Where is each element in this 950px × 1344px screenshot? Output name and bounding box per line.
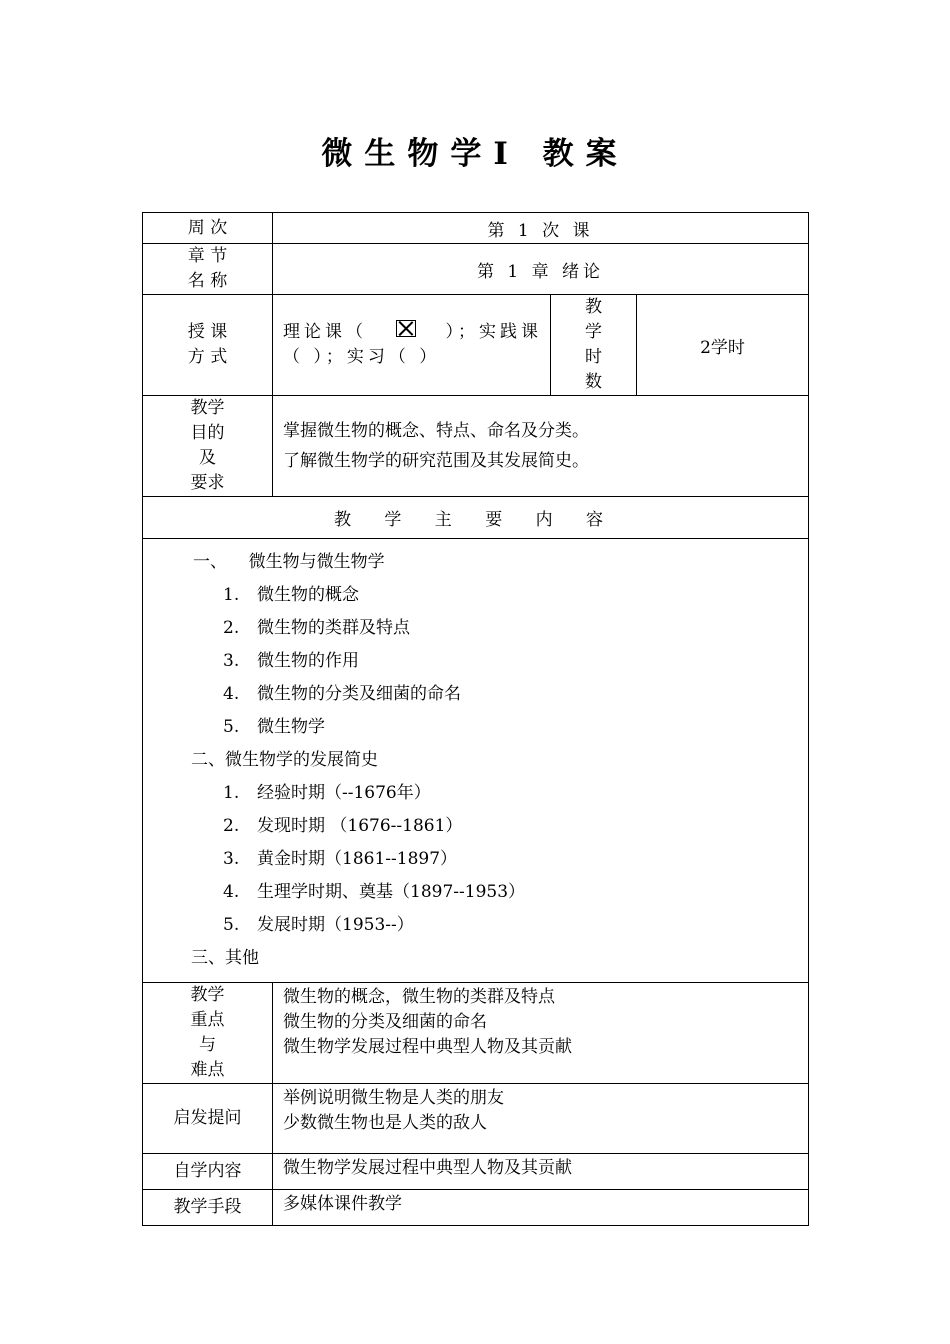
list-item: 4. 微生物的分类及细菌的命名 xyxy=(223,684,461,704)
section-heading: 一、 微生物与微生物学 xyxy=(193,552,385,572)
key-points-text: 微生物的概念，微生物的类群及特点 微生物的分类及细菌的命名 微生物学发展过程中典型人物及其贡献 xyxy=(273,983,809,1084)
row-week xyxy=(143,213,809,244)
chapter-label: 章 节 名 称 xyxy=(143,244,273,295)
list-item: 3. 微生物的作用 xyxy=(223,651,359,671)
goals-label: 教学 目的 及 要求 xyxy=(143,396,273,497)
page-title: 微生物学Ⅰ 教案 xyxy=(321,136,629,172)
key-points-label: 教学 重点 与 难点 xyxy=(143,983,273,1084)
row-methods xyxy=(143,1190,809,1226)
hours-value: 2学时 xyxy=(637,295,809,396)
list-item: 1. 微生物的概念 xyxy=(223,585,359,605)
chapter-value: 第 1 章 绪论 xyxy=(273,244,809,295)
section-heading: 三、其他 xyxy=(191,948,259,968)
list-item: 2. 微生物的类群及特点 xyxy=(223,618,410,638)
week-label: 周 次 xyxy=(143,213,273,244)
mode-options: 理论课（ ）；实践课 （ ）；实习（ ） xyxy=(273,295,551,396)
methods-label: 教学手段 xyxy=(143,1190,273,1226)
hours-label: 教 学 时 数 xyxy=(551,295,637,396)
main-content xyxy=(143,539,809,983)
row-key-points xyxy=(143,983,809,1084)
row-mode xyxy=(143,295,809,396)
row-chapter xyxy=(143,244,809,295)
methods-text: 多媒体课件教学 xyxy=(273,1190,809,1226)
self-study-text: 微生物学发展过程中典型人物及其贡献 xyxy=(273,1154,809,1190)
row-self-study xyxy=(143,1154,809,1190)
week-value: 第 1 次 课 xyxy=(273,213,809,244)
main-content-header: 教 学 主 要 内 容 xyxy=(143,497,809,539)
list-item: 4. 生理学时期、奠基（1897--1953） xyxy=(223,882,526,902)
goals-text: 掌握微生物的概念、特点、命名及分类。 了解微生物学的研究范围及其发展简史。 xyxy=(273,396,809,497)
row-main-header xyxy=(143,497,809,539)
mode-label: 授 课 方 式 xyxy=(143,295,273,396)
self-study-label: 自学内容 xyxy=(143,1154,273,1190)
list-item: 5. 发展时期（1953--） xyxy=(223,915,414,935)
list-item: 2. 发现时期 （1676--1861） xyxy=(223,816,463,836)
lesson-plan-table xyxy=(142,212,809,1226)
row-goals xyxy=(143,396,809,497)
list-item: 1. 经验时期（--1676年） xyxy=(223,783,431,803)
list-item: 3. 黄金时期（1861--1897） xyxy=(223,849,458,869)
questions-label: 启发提问 xyxy=(143,1084,273,1154)
theory-checkbox-checked-icon[interactable] xyxy=(396,320,416,337)
row-questions xyxy=(143,1084,809,1154)
list-item: 5. 微生物学 xyxy=(223,717,325,737)
row-main-content xyxy=(143,539,809,983)
section-heading: 二、微生物学的发展简史 xyxy=(191,750,378,770)
questions-text: 举例说明微生物是人类的朋友 少数微生物也是人类的敌人 xyxy=(273,1084,809,1154)
